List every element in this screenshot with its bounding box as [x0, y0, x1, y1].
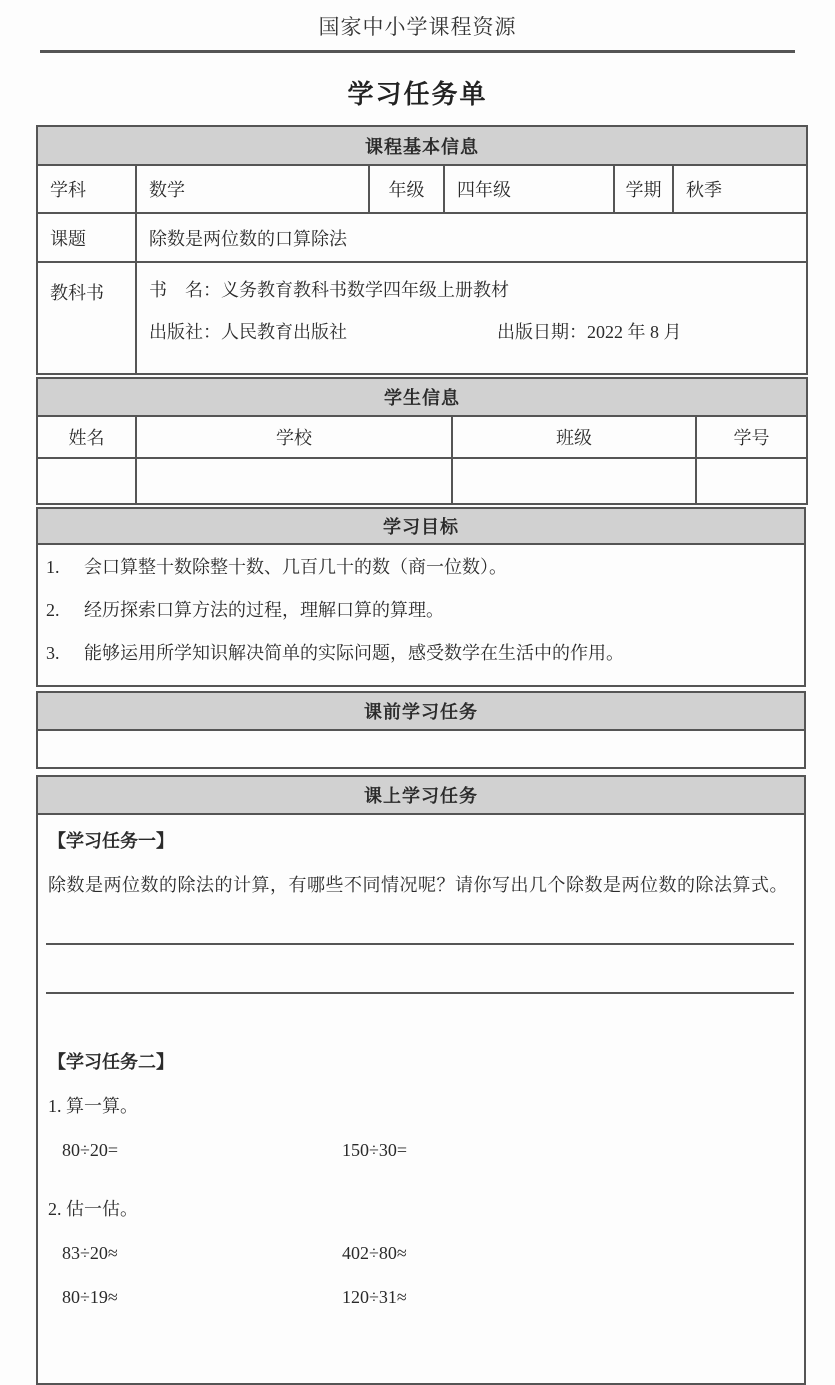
textbook-cell: [136, 262, 807, 374]
pre-class-table: [36, 691, 806, 769]
publish-date: 出版日期：2022 年 8 月: [497, 322, 682, 342]
task2-sub1: 1. 算一算。: [48, 1096, 138, 1116]
student-col-id: 学号: [696, 416, 807, 458]
objective-number: 3.: [46, 643, 60, 663]
section-header-student-info: 学生信息: [37, 378, 807, 416]
section-header-objectives: 学习目标: [37, 508, 805, 544]
in-class-cell: [37, 814, 805, 1384]
grade-label: 年级: [369, 165, 444, 213]
objective-item: [46, 598, 794, 622]
student-col-name: 姓名: [37, 416, 136, 458]
topic-value: 除数是两位数的口算除法: [136, 213, 807, 262]
objective-text: 会口算整十数除整十数、几百几十的数（商一位数）。: [84, 557, 507, 577]
task1-label: 【学习任务一】: [48, 831, 174, 851]
answer-line-2: [46, 992, 794, 994]
textbook-label: 教科书: [37, 262, 136, 374]
doc-title: 学习任务单: [347, 80, 488, 109]
task2-label: 【学习任务二】: [48, 1052, 174, 1072]
grade-value: 四年级: [444, 165, 614, 213]
objective-text: 经历探索口算方法的过程，理解口算的算理。: [84, 600, 444, 620]
publisher: 出版社：人民教育出版社: [149, 322, 347, 342]
objectives-table: [36, 507, 806, 687]
student-id-blank: [696, 458, 807, 504]
subject-label: 学科: [37, 165, 136, 213]
header-divider: [40, 50, 795, 53]
student-name-blank: [37, 458, 136, 504]
section-header-course-info: 课程基本信息: [37, 126, 807, 165]
student-class-blank: [452, 458, 696, 504]
estimate-problems-row: [48, 1285, 792, 1309]
calc-problems-row: [48, 1138, 792, 1162]
topic-label: 课题: [37, 213, 136, 262]
task1-text: 除数是两位数的除法的计算，有哪些不同情况呢？请你写出几个除数是两位数的除法算式。: [48, 875, 788, 895]
course-info-table: [36, 125, 808, 375]
pre-class-blank: [37, 730, 805, 768]
objective-item: [46, 555, 794, 579]
task2-sub2: 2. 估一估。: [48, 1199, 138, 1219]
calc-problem: 80÷20=: [62, 1140, 119, 1160]
objective-number: 2.: [46, 600, 60, 620]
section-header-pre-class: 课前学习任务: [37, 692, 805, 730]
calc-problem: 150÷30=: [342, 1140, 408, 1160]
student-col-school: 学校: [136, 416, 452, 458]
textbook-name: 书 名：义务教育教科书数学四年级上册教材: [149, 280, 509, 300]
estimate-problem: 83÷20≈: [62, 1243, 118, 1263]
objective-number: 1.: [46, 557, 60, 577]
estimate-problem: 120÷31≈: [342, 1287, 407, 1307]
student-col-class: 班级: [452, 416, 696, 458]
objective-item: [46, 641, 794, 665]
site-header: 国家中小学课程资源: [318, 15, 517, 39]
term-value: 秋季: [673, 165, 807, 213]
student-school-blank: [136, 458, 452, 504]
objective-text: 能够运用所学知识解决简单的实际问题，感受数学在生活中的作用。: [84, 643, 624, 663]
section-header-in-class: 课上学习任务: [37, 776, 805, 814]
publisher-row: [149, 319, 806, 345]
estimate-problem: 402÷80≈: [342, 1243, 407, 1263]
student-info-table: [36, 377, 808, 505]
estimate-problems-row: [48, 1241, 792, 1265]
objectives-cell: [37, 544, 805, 686]
in-class-table: [36, 775, 806, 1385]
subject-value: 数学: [136, 165, 369, 213]
estimate-problem: 80÷19≈: [62, 1287, 118, 1307]
term-label: 学期: [614, 165, 673, 213]
answer-line-1: [46, 943, 794, 945]
